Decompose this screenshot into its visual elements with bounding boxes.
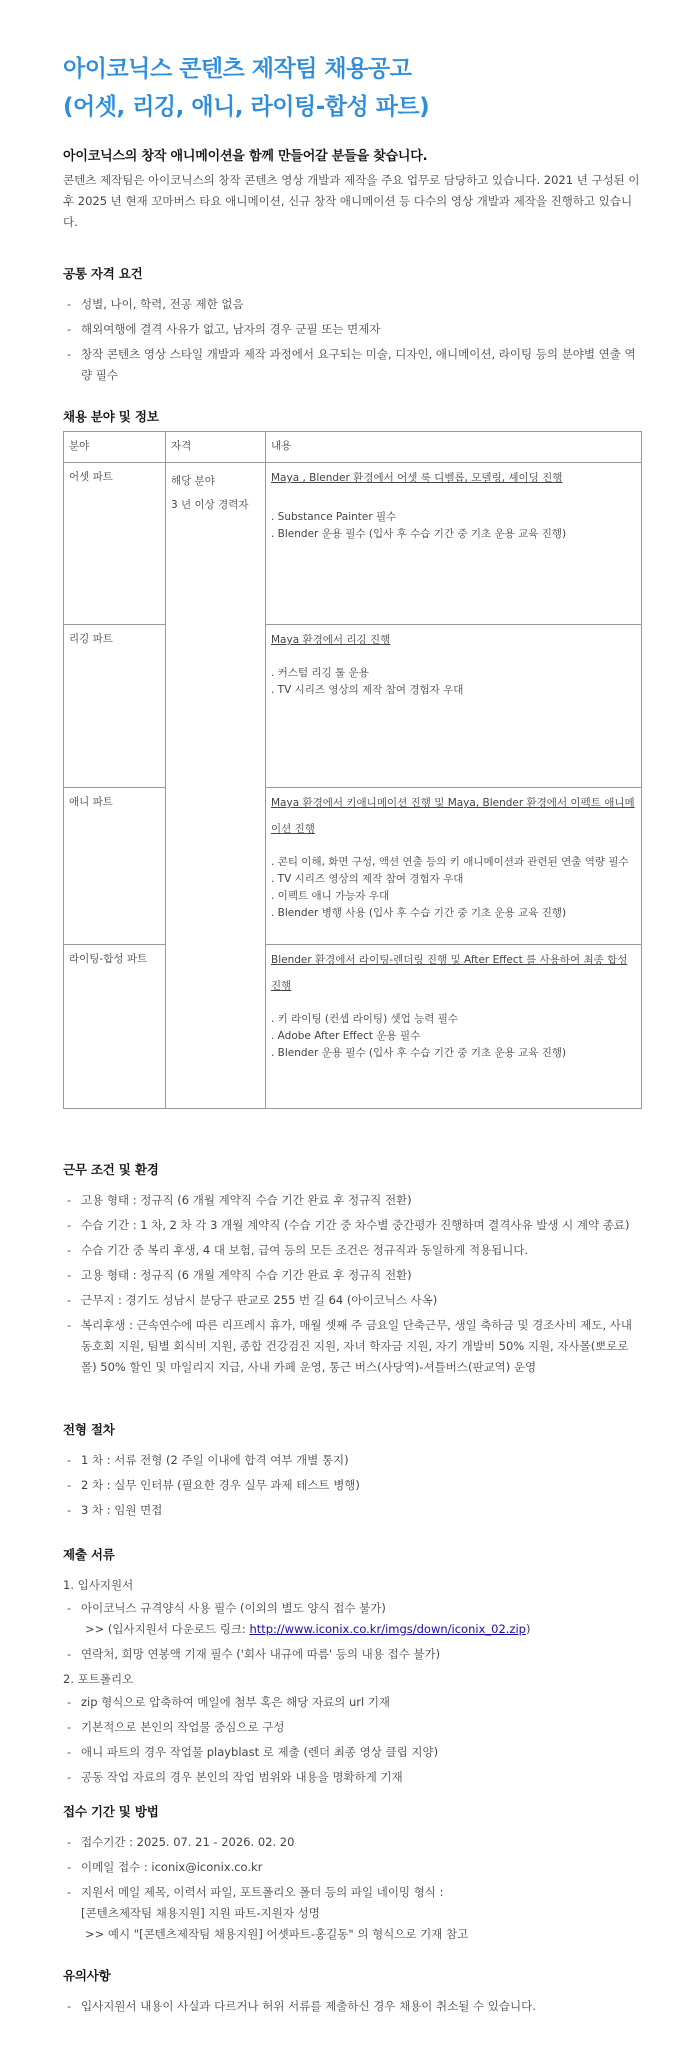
list-item: - 애니 파트의 경우 작업물 playblast 로 제출 (렌더 최종 영상 클립 지양) [63, 1742, 643, 1763]
list-item: - 성별, 나이, 학력, 전공 제한 없음 [63, 294, 643, 315]
field-cell: 리깅 파트 [64, 625, 166, 788]
common-requirements-heading: 공통 자격 요건 [63, 266, 143, 281]
common-requirements-list [63, 294, 643, 386]
task-text: Maya 환경에서 리깅 진행 [271, 634, 391, 646]
list-item: - 이메일 접수 : iconix@iconix.co.kr [63, 1857, 643, 1878]
qualification-cell [166, 463, 266, 1109]
field-cell: 어셋 파트 [64, 463, 166, 625]
list-item: - 기본적으로 본인의 작업물 중심으로 구성 [63, 1717, 643, 1738]
application-list [63, 1832, 643, 1945]
qualification-line: 해당 분야 [171, 475, 215, 487]
intro-section [63, 145, 643, 233]
detail-list [271, 1011, 636, 1062]
intro-body: 콘텐츠 제작팀은 아이코닉스의 창작 콘텐츠 영상 개발과 제작을 주요 업무로 담당하고 있습니다. 2021 년 구성된 이후 2025 년 현재 꼬마버스 타요 애니메이션, 신규 창작 애니메이션 등 다수의 영상 개발과 제작을 진행하고 있습니다. [63, 173, 640, 229]
content-cell [266, 625, 642, 788]
application-section [63, 1802, 643, 1949]
detail-item: . Substance Painter 필수 [271, 511, 397, 523]
jobs-heading: 채용 분야 및 정보 [63, 409, 159, 424]
table-header-row [64, 432, 642, 463]
content-cell [266, 788, 642, 945]
list-item-text: - 아이코닉스 규격양식 사용 필수 (이외의 별도 양식 접수 불가) [81, 1601, 386, 1615]
detail-item: . 콘티 이해, 화면 구성, 액션 연출 등의 키 애니메이션과 관련된 연출 역량 필수 [271, 856, 629, 868]
hiring-process-section [63, 1420, 643, 1525]
list-item: - 근무지 : 경기도 성남시 분당구 판교로 255 번 길 64 (아이코닉스 사옥) [63, 1290, 643, 1311]
detail-list [271, 509, 636, 543]
detail-item: . 커스텀 리깅 툴 운용 [271, 667, 369, 679]
notes-section [63, 1966, 643, 2021]
list-item: - 공동 작업 자료의 경우 본인의 작업 범위와 내용을 명확하게 기재 [63, 1767, 643, 1788]
list-item: - 복리후생 : 근속연수에 따른 리프레시 휴가, 매월 셋째 주 금요일 단축근무, 생일 축하금 및 경조사비 제도, 사내 동호회 지원, 팀별 회식비 지원, 종합 건강검진 지원, 자녀 학자금 지원, 자기 개발비 50% 지원, 자사몰(뽀로로 몰) 50% 할인 및 마일리지 지급, 사내 카페 운영, 통근 버스(사당역)-셔틀버스(판교역) 운영 [63, 1315, 643, 1378]
list-item-text: - 지원서 메일 제목, 이력서 파일, 포트폴리오 폴더 등의 파일 네이밍 형식 : [81, 1885, 444, 1899]
header-qualification: 자격 [166, 432, 266, 463]
work-conditions-heading: 근무 조건 및 환경 [63, 1162, 159, 1177]
page-title [63, 50, 663, 126]
detail-item: . TV 시리즈 영상의 제작 참여 경험자 우대 [271, 873, 464, 885]
intro-heading: 아이코닉스의 창작 애니메이션을 함께 만들어갈 분들을 찾습니다. [63, 149, 428, 164]
content-cell [266, 945, 642, 1109]
field-cell: 라이팅-합성 파트 [64, 945, 166, 1109]
table-row [64, 788, 642, 945]
documents-section [63, 1545, 643, 1792]
list-item: - 접수기간 : 2025. 07. 21 - 2026. 02. 20 [63, 1832, 643, 1853]
list-item: - 해외여행에 결격 사유가 없고, 남자의 경우 군필 또는 면제자 [63, 319, 643, 340]
detail-list [271, 665, 636, 699]
header-content: 내용 [266, 432, 642, 463]
page-title-line2: (어셋, 리깅, 애니, 라이팅-합성 파트) [63, 94, 430, 120]
documents-heading: 제출 서류 [63, 1547, 115, 1562]
documents-list-1 [63, 1598, 643, 1665]
application-heading: 접수 기간 및 방법 [63, 1804, 159, 1819]
download-prefix: >> (입사지원서 다운로드 링크: [85, 1622, 250, 1636]
notes-list [63, 1996, 643, 2017]
detail-item: . 키 라이팅 (컨셉 라이팅) 셋업 능력 필수 [271, 1013, 459, 1025]
documents-list-2 [63, 1692, 643, 1788]
task-text: Blender 환경에서 라이팅-렌더링 진행 및 After Effect 를 사용하여 최종 합성 진행 [271, 954, 628, 992]
detail-list [271, 854, 636, 922]
list-item: - 3 차 : 임원 면접 [63, 1500, 643, 1521]
list-item: - 수습 기간 : 1 차, 2 차 각 3 개월 계약직 (수습 기간 중 차수별 중간평가 진행하며 결격사유 발생 시 계약 종료) [63, 1215, 643, 1236]
jobs-table [63, 431, 642, 1109]
detail-item: . Blender 운용 필수 (입사 후 수습 기간 중 기초 운용 교육 진행) [271, 528, 567, 540]
qualification-line: 3 년 이상 경력자 [171, 499, 249, 511]
hiring-process-heading: 전형 절차 [63, 1422, 115, 1437]
list-item [63, 1882, 643, 1945]
download-suffix: ) [525, 1622, 531, 1636]
notes-heading: 유의사항 [63, 1968, 111, 1983]
table-row [64, 945, 642, 1109]
table-row [64, 463, 642, 625]
hiring-process-list [63, 1450, 643, 1521]
list-item [63, 1598, 643, 1640]
list-item: - 고용 형태 : 정규직 (6 개월 계약직 수습 기간 완료 후 정규직 전환) [63, 1190, 643, 1211]
detail-item: . 이펙트 애니 가능자 우대 [271, 890, 390, 902]
list-item: - 창작 콘텐츠 영상 스타일 개발과 제작 과정에서 요구되는 미술, 디자인, 애니메이션, 라이팅 등의 분야별 연출 역량 필수 [63, 344, 643, 386]
list-item-text: [콘텐츠제작팀 채용지원] 지원 파트-지원자 성명 [81, 1906, 320, 1920]
list-item-text: >> 예시 "[콘텐츠제작팀 채용지원] 어셋파트-홍길동" 의 형식으로 기재 참고 [85, 1927, 469, 1941]
download-link[interactable]: http://www.iconix.co.kr/imgs/down/iconix_02.zip [249, 1622, 526, 1636]
list-item: - 연락처, 희망 연봉액 기재 필수 ('회사 내규에 따름' 등의 내용 접수 불가) [63, 1644, 643, 1665]
documents-subheading-1: 1. 입사지원서 [63, 1578, 134, 1592]
content-cell [266, 463, 642, 625]
table-row [64, 625, 642, 788]
task-text: Maya 환경에서 키애니메이션 진행 및 Maya, Blender 환경에서 이펙트 애니메이션 진행 [271, 797, 635, 835]
list-item: - 입사지원서 내용이 사실과 다르거나 허위 서류를 제출하신 경우 채용이 취소될 수 있습니다. [63, 1996, 643, 2017]
page-title-line1: 아이코닉스 콘텐츠 제작팀 채용공고 [63, 56, 412, 82]
work-conditions-section [63, 1160, 643, 1382]
list-item: - 수습 기간 중 복리 후생, 4 대 보험, 급여 등의 모든 조건은 정규직과 동일하게 적용됩니다. [63, 1240, 643, 1261]
list-item: - 고용 형태 : 정규직 (6 개월 계약직 수습 기간 완료 후 정규직 전환) [63, 1265, 643, 1286]
download-line [81, 1619, 643, 1640]
work-conditions-list [63, 1190, 643, 1378]
detail-item: . Blender 병행 사용 (입사 후 수습 기간 중 기초 운용 교육 진행) [271, 907, 567, 919]
common-requirements-section [63, 264, 643, 390]
list-item: - 1 차 : 서류 전형 (2 주일 이내에 합격 여부 개별 통지) [63, 1450, 643, 1471]
documents-subheading-2: 2. 포트폴리오 [63, 1672, 134, 1686]
detail-item: . Adobe After Effect 운용 필수 [271, 1030, 421, 1042]
list-item: - zip 형식으로 압축하여 메일에 첨부 혹은 해당 자료의 url 기재 [63, 1692, 643, 1713]
task-text: Maya , Blender 환경에서 어셋 룩 디벨롭, 모델링, 셰이딩 진행 [271, 472, 563, 484]
list-item: - 2 차 : 실무 인터뷰 (필요한 경우 실무 과제 테스트 병행) [63, 1475, 643, 1496]
header-field: 분야 [64, 432, 166, 463]
field-cell: 애니 파트 [64, 788, 166, 945]
detail-item: . TV 시리즈 영상의 제작 참여 경험자 우대 [271, 684, 464, 696]
detail-item: . Blender 운용 필수 (입사 후 수습 기간 중 기초 운용 교육 진행) [271, 1047, 567, 1059]
